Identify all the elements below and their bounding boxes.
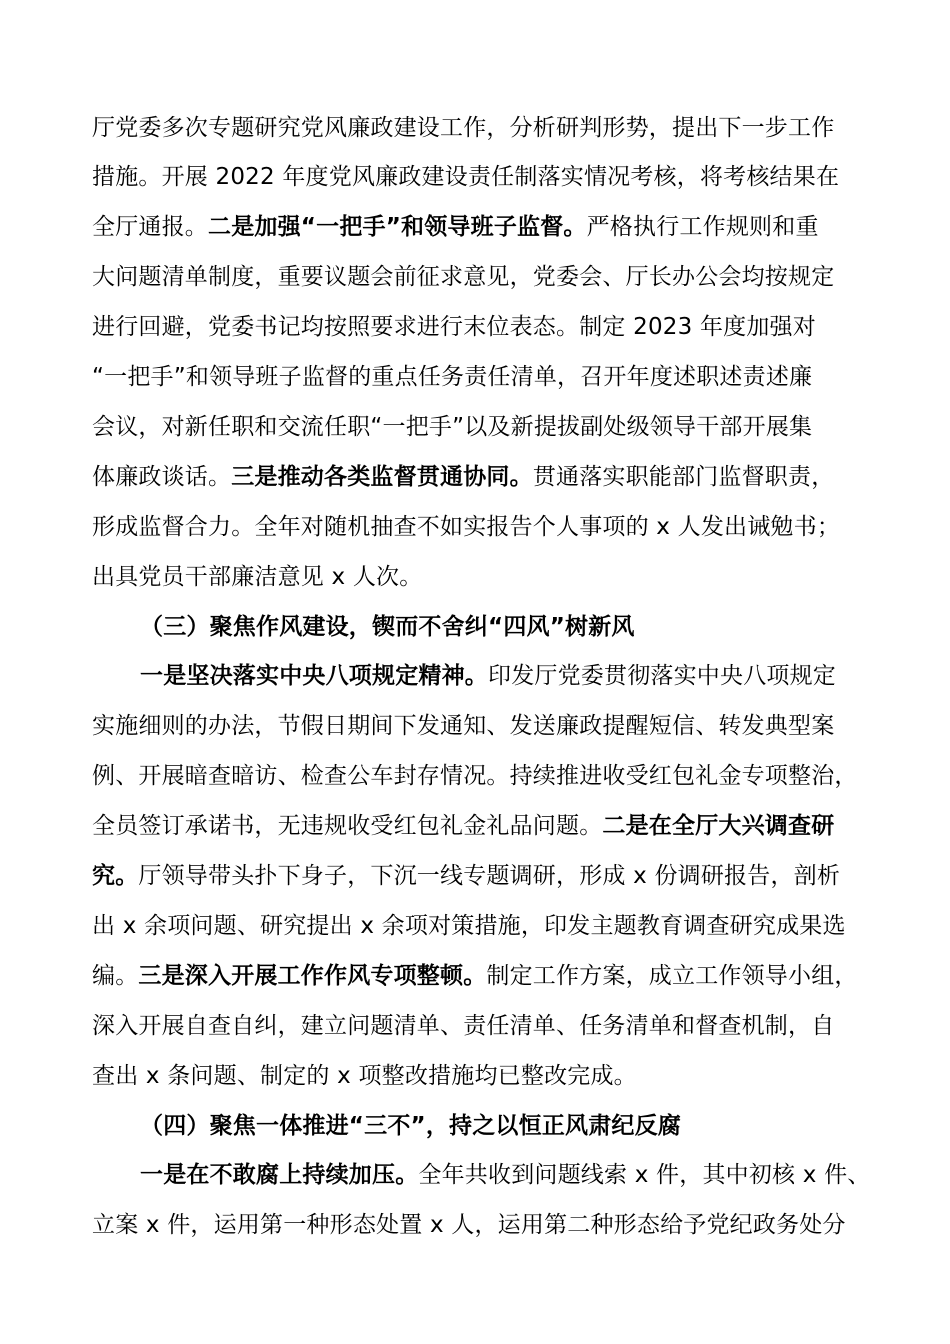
text-segment: 出具党员干部廉洁意见 x 人次。 <box>92 564 423 590</box>
text-segment: 措施。开展 2022 年度党风廉政建设责任制落实情况考核，将考核结果在 <box>92 164 840 190</box>
paragraph-line <box>92 362 872 392</box>
paragraph-line <box>92 961 872 991</box>
bold-text-segment: （三）聚焦作风建设，锲而不舍纠“四风”树新风 <box>140 614 635 640</box>
text-segment: 深入开展自查自纠，建立问题清单、责任清单、任务清单和督查机制，自 <box>92 1013 835 1039</box>
text-segment: “一把手”和领导班子监督的重点任务责任清单，召开年度述职述责述廉 <box>92 364 813 390</box>
paragraph-line <box>92 462 872 492</box>
paragraph-line <box>92 1210 872 1240</box>
paragraph-line <box>92 861 872 891</box>
paragraph-line <box>92 262 872 292</box>
bold-text-segment: 二是在全厅大兴调查研 <box>602 813 835 839</box>
paragraph-line <box>140 1160 920 1190</box>
bold-text-segment: 一是坚决落实中央八项规定精神。 <box>140 663 488 689</box>
text-segment: 立案 x 件，运用第一种形态处置 x 人，运用第二种形态给予党纪政务处分 <box>92 1212 846 1238</box>
paragraph-line <box>92 761 872 791</box>
bold-text-segment: 三是推动各类监督贯通协同。 <box>231 464 533 490</box>
paragraph-line <box>92 911 872 941</box>
text-segment: 制定工作方案，成立工作领导小组， <box>486 963 858 989</box>
text-segment: 全厅通报。 <box>92 214 208 240</box>
text-segment: 出 x 余项问题、研究提出 x 余项对策措施，印发主题教育调查研究成果选 <box>92 913 846 939</box>
text-segment: 全员签订承诺书，无违规收受红包礼金礼品问题。 <box>92 813 603 839</box>
paragraph-line <box>92 312 872 342</box>
text-segment: 大问题清单制度，重要议题会前征求意见，党委会、厅长办公会均按规定 <box>92 264 835 290</box>
text-segment: 形成监督合力。全年对随机抽查不如实报告个人事项的 x 人发出诫勉书； <box>92 514 841 540</box>
paragraph-line <box>92 212 872 242</box>
paragraph-line <box>92 711 872 741</box>
text-segment: 进行回避，党委书记均按照要求进行末位表态。制定 2023 年度加强对 <box>92 314 816 340</box>
paragraph-line <box>92 811 872 841</box>
text-segment: 印发厅党委贯彻落实中央八项规定 <box>488 663 836 689</box>
text-segment: 例、开展暗查暗访、检查公车封存情况。持续推进收受红包礼金专项整治， <box>92 763 858 789</box>
section-heading <box>140 1111 920 1141</box>
text-segment: 实施细则的办法，节假日期间下发通知、发送廉政提醒短信、转发典型案 <box>92 713 835 739</box>
paragraph-line <box>92 1011 872 1041</box>
paragraph-line <box>140 661 920 691</box>
text-segment: 厅领导带头扑下身子，下沉一线专题调研，形成 x 份调研报告，剖析 <box>138 863 841 889</box>
text-segment: 贯通落实职能部门监督职责， <box>532 464 835 490</box>
section-heading <box>140 612 920 642</box>
paragraph-line <box>92 562 872 592</box>
paragraph-line <box>92 412 872 442</box>
text-segment: 查出 x 条问题、制定的 x 项整改措施均已整改完成。 <box>92 1063 637 1089</box>
text-segment: 厅党委多次专题研究党风廉政建设工作，分析研判形势，提出下一步工作 <box>92 115 835 141</box>
text-segment: 体廉政谈话。 <box>92 464 232 490</box>
paragraph-line <box>92 162 872 192</box>
bold-text-segment: 二是加强“一把手”和领导班子监督。 <box>208 214 587 240</box>
text-segment: 全年共收到问题线索 x 件，其中初核 x 件、 <box>418 1162 871 1188</box>
text-segment: 严格执行工作规则和重 <box>586 214 819 240</box>
bold-text-segment: 一是在不敢腐上持续加压。 <box>140 1162 419 1188</box>
text-segment: 编。 <box>92 963 139 989</box>
text-segment: 会议，对新任职和交流任职“一把手”以及新提拔副处级领导干部开展集 <box>92 414 813 440</box>
paragraph-line <box>92 512 872 542</box>
paragraph-line <box>92 113 872 143</box>
bold-text-segment: 究。 <box>92 863 139 889</box>
bold-text-segment: 三是深入开展工作作风专项整顿。 <box>138 963 487 989</box>
bold-text-segment: （四）聚焦一体推进“三不”，持之以恒正风肃纪反腐 <box>140 1113 682 1139</box>
paragraph-line <box>92 1061 872 1091</box>
